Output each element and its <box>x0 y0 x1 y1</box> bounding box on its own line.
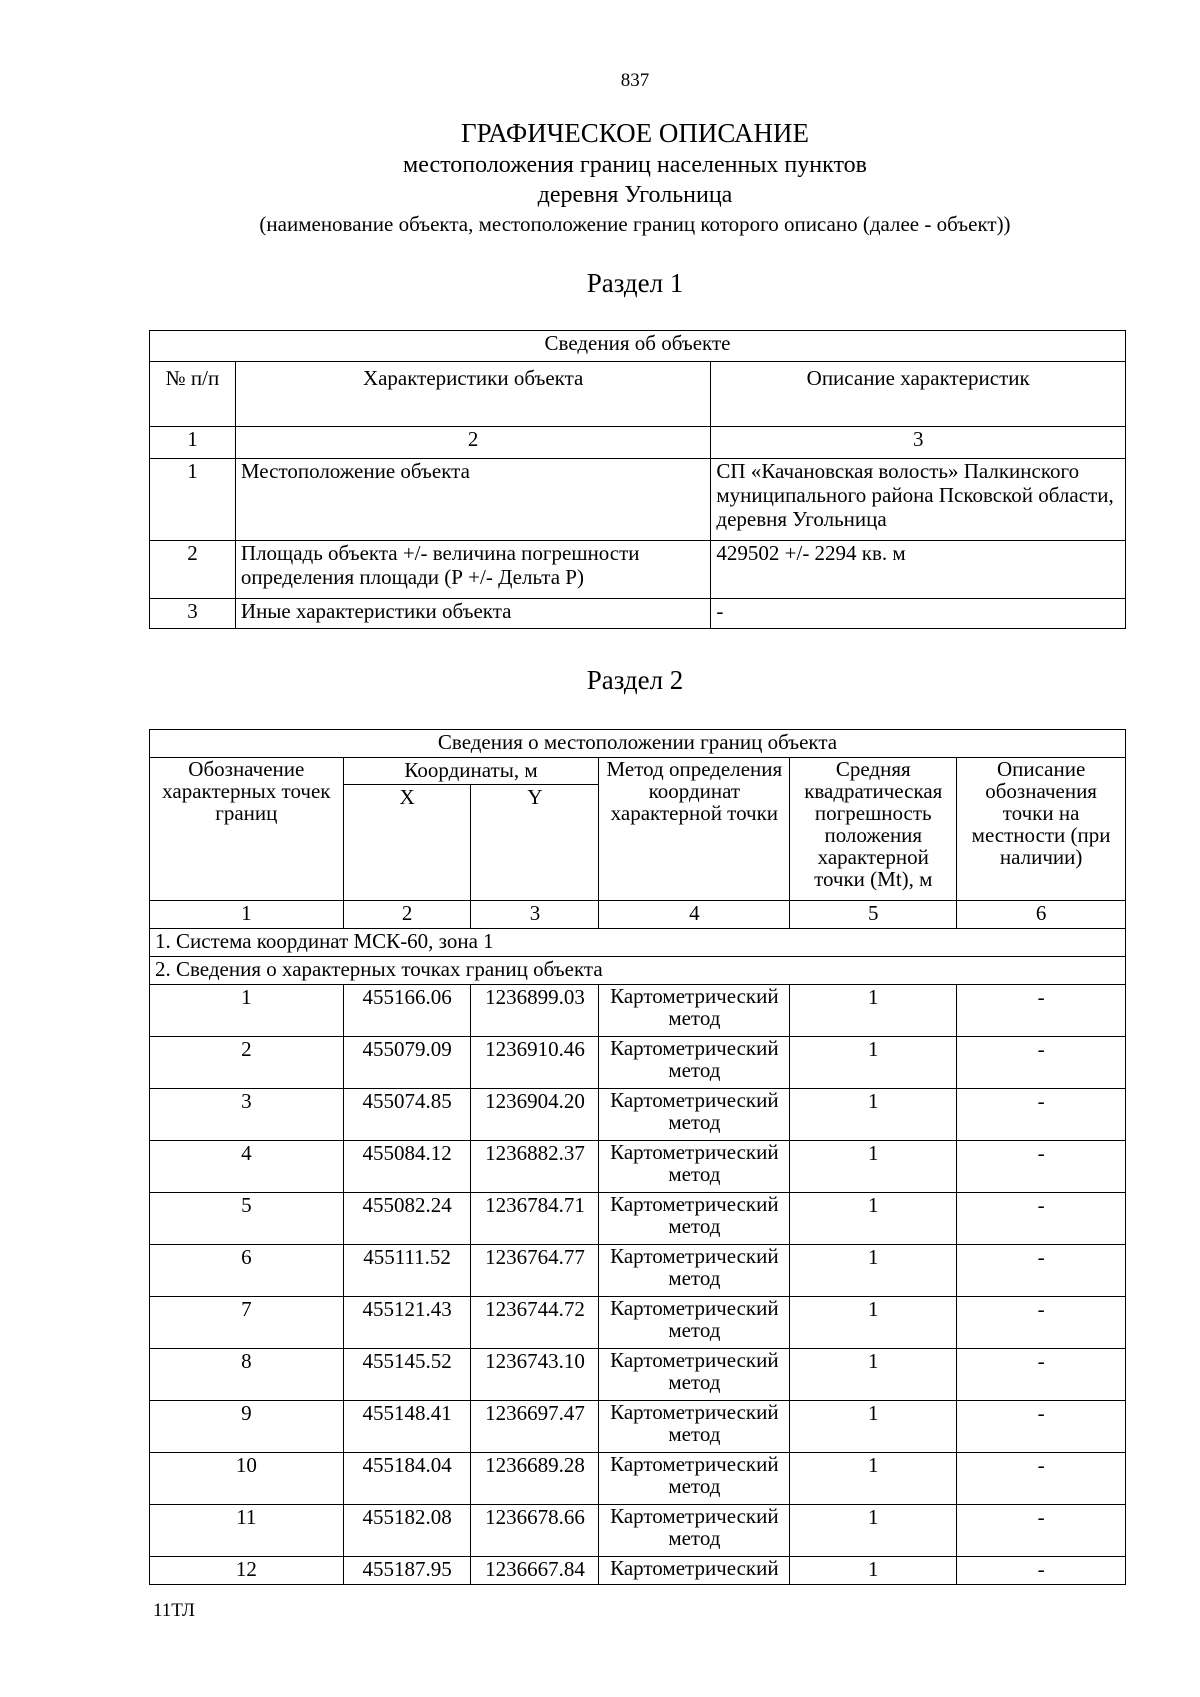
point-method: Картометрический метод <box>599 1037 790 1089</box>
object-info-table <box>149 330 1126 629</box>
table-row <box>150 1193 1126 1245</box>
table-row <box>150 1297 1126 1349</box>
point-method: Картометрический метод <box>599 1401 790 1453</box>
point-description: - <box>957 1141 1126 1193</box>
point-mt: 1 <box>790 1401 957 1453</box>
point-description: - <box>957 1401 1126 1453</box>
point-x: 455184.04 <box>343 1453 471 1505</box>
header-num: № п/п <box>150 362 236 427</box>
header-error: Средняя квадратическая погрешность положения характерной точки (Mt), м <box>790 758 957 901</box>
row-description: СП «Качановская волость» Палкинского муниципального района Псковской области, деревня Угольница <box>711 459 1126 541</box>
point-description: - <box>957 1193 1126 1245</box>
header-method: Метод определения координат характерной точки <box>599 758 790 901</box>
point-y: 1236697.47 <box>471 1401 599 1453</box>
point-mt: 1 <box>790 1245 957 1297</box>
table-row <box>150 599 1126 629</box>
col-number: 2 <box>343 901 471 929</box>
table-caption: Сведения о местоположении границ объекта <box>150 730 1126 758</box>
point-method: Картометрический <box>599 1557 790 1585</box>
point-id: 6 <box>150 1245 344 1297</box>
point-description: - <box>957 1505 1126 1557</box>
point-x: 455187.95 <box>343 1557 471 1585</box>
coord-system-row: 1. Система координат МСК-60, зона 1 <box>150 929 1126 957</box>
point-y: 1236784.71 <box>471 1193 599 1245</box>
point-x: 455166.06 <box>343 985 471 1037</box>
col-number: 2 <box>235 427 710 459</box>
point-method: Картометрический метод <box>599 1505 790 1557</box>
point-mt: 1 <box>790 1557 957 1585</box>
point-y: 1236910.46 <box>471 1037 599 1089</box>
point-id: 3 <box>150 1089 344 1141</box>
point-description: - <box>957 1557 1126 1585</box>
document-subtitle: местоположения границ населенных пунктов <box>403 152 867 178</box>
points-caption-row: 2. Сведения о характерных точках границ объекта <box>150 957 1126 985</box>
header-y: Y <box>471 785 599 901</box>
table-row <box>150 459 1126 541</box>
point-method: Картометрический метод <box>599 1193 790 1245</box>
point-mt: 1 <box>790 1349 957 1401</box>
table-row <box>150 1453 1126 1505</box>
point-x: 455111.52 <box>343 1245 471 1297</box>
header-coordinates: Координаты, м <box>343 758 599 785</box>
point-x: 455121.43 <box>343 1297 471 1349</box>
document-header <box>0 116 1200 238</box>
table-caption: Сведения об объекте <box>150 331 1126 362</box>
point-id: 7 <box>150 1297 344 1349</box>
col-number: 4 <box>599 901 790 929</box>
table-row <box>150 1245 1126 1297</box>
table-row <box>150 1037 1126 1089</box>
point-y: 1236744.72 <box>471 1297 599 1349</box>
point-id: 9 <box>150 1401 344 1453</box>
document-title: ГРАФИЧЕСКОЕ ОПИСАНИЕ <box>460 118 810 148</box>
point-id: 11 <box>150 1505 344 1557</box>
point-x: 455182.08 <box>343 1505 471 1557</box>
col-number: 1 <box>150 901 344 929</box>
header-description: Описание характеристик <box>711 362 1126 427</box>
col-number: 3 <box>471 901 599 929</box>
point-x: 455079.09 <box>343 1037 471 1089</box>
point-method: Картометрический метод <box>599 1349 790 1401</box>
row-num: 1 <box>150 459 236 541</box>
point-method: Картометрический метод <box>599 1245 790 1297</box>
col-number: 1 <box>150 427 236 459</box>
point-mt: 1 <box>790 1037 957 1089</box>
point-id: 8 <box>150 1349 344 1401</box>
row-description: - <box>711 599 1126 629</box>
object-note: (наименование объекта, местоположение границ которого описано (далее - объект)) <box>259 212 1011 236</box>
point-method: Картометрический метод <box>599 1141 790 1193</box>
point-y: 1236882.37 <box>471 1141 599 1193</box>
point-mt: 1 <box>790 1089 957 1141</box>
header-designation: Обозначение характерных точек границ <box>150 758 344 901</box>
row-num: 2 <box>150 541 236 599</box>
row-description: 429502 +/- 2294 кв. м <box>711 541 1126 599</box>
table-row <box>150 1349 1126 1401</box>
point-mt: 1 <box>790 1141 957 1193</box>
section2-heading: Раздел 2 <box>586 665 684 695</box>
point-y: 1236678.66 <box>471 1505 599 1557</box>
point-description: - <box>957 1453 1126 1505</box>
point-method: Картометрический метод <box>599 1297 790 1349</box>
point-mt: 1 <box>790 1193 957 1245</box>
page-number: 837 <box>620 70 650 91</box>
row-characteristic: Иные характеристики объекта <box>235 599 710 629</box>
point-mt: 1 <box>790 985 957 1037</box>
point-description: - <box>957 1037 1126 1089</box>
point-id: 12 <box>150 1557 344 1585</box>
header-characteristic: Характеристики объекта <box>235 362 710 427</box>
point-description: - <box>957 1089 1126 1141</box>
point-x: 455145.52 <box>343 1349 471 1401</box>
point-id: 5 <box>150 1193 344 1245</box>
col-number: 5 <box>790 901 957 929</box>
point-description: - <box>957 1245 1126 1297</box>
table-row <box>150 1505 1126 1557</box>
point-x: 455148.41 <box>343 1401 471 1453</box>
point-x: 455074.85 <box>343 1089 471 1141</box>
footer-code: 11ТЛ <box>153 1600 195 1621</box>
point-method: Картометрический метод <box>599 1089 790 1141</box>
point-method: Картометрический метод <box>599 985 790 1037</box>
point-mt: 1 <box>790 1453 957 1505</box>
row-characteristic: Местоположение объекта <box>235 459 710 541</box>
point-id: 10 <box>150 1453 344 1505</box>
table-row <box>150 1557 1126 1585</box>
point-mt: 1 <box>790 1297 957 1349</box>
point-y: 1236667.84 <box>471 1557 599 1585</box>
point-description: - <box>957 1349 1126 1401</box>
section1-heading: Раздел 1 <box>586 268 684 298</box>
point-y: 1236764.77 <box>471 1245 599 1297</box>
point-description: - <box>957 985 1126 1037</box>
table-row <box>150 985 1126 1037</box>
header-point-description: Описание обозначения точки на местности (при наличии) <box>957 758 1126 901</box>
point-y: 1236899.03 <box>471 985 599 1037</box>
point-method: Картометрический метод <box>599 1453 790 1505</box>
boundary-points-table <box>149 729 1126 1585</box>
point-id: 1 <box>150 985 344 1037</box>
col-number: 6 <box>957 901 1126 929</box>
object-name: деревня Угольница <box>537 182 733 208</box>
point-x: 455084.12 <box>343 1141 471 1193</box>
header-x: X <box>343 785 471 901</box>
point-id: 4 <box>150 1141 344 1193</box>
table-row <box>150 1141 1126 1193</box>
row-characteristic: Площадь объекта +/- величина погрешности определения площади (Р +/- Дельта Р) <box>235 541 710 599</box>
point-y: 1236689.28 <box>471 1453 599 1505</box>
table-row <box>150 1401 1126 1453</box>
col-number: 3 <box>711 427 1126 459</box>
point-mt: 1 <box>790 1505 957 1557</box>
point-description: - <box>957 1297 1126 1349</box>
point-x: 455082.24 <box>343 1193 471 1245</box>
point-y: 1236904.20 <box>471 1089 599 1141</box>
table-row <box>150 541 1126 599</box>
table-row <box>150 1089 1126 1141</box>
row-num: 3 <box>150 599 236 629</box>
point-y: 1236743.10 <box>471 1349 599 1401</box>
point-id: 2 <box>150 1037 344 1089</box>
